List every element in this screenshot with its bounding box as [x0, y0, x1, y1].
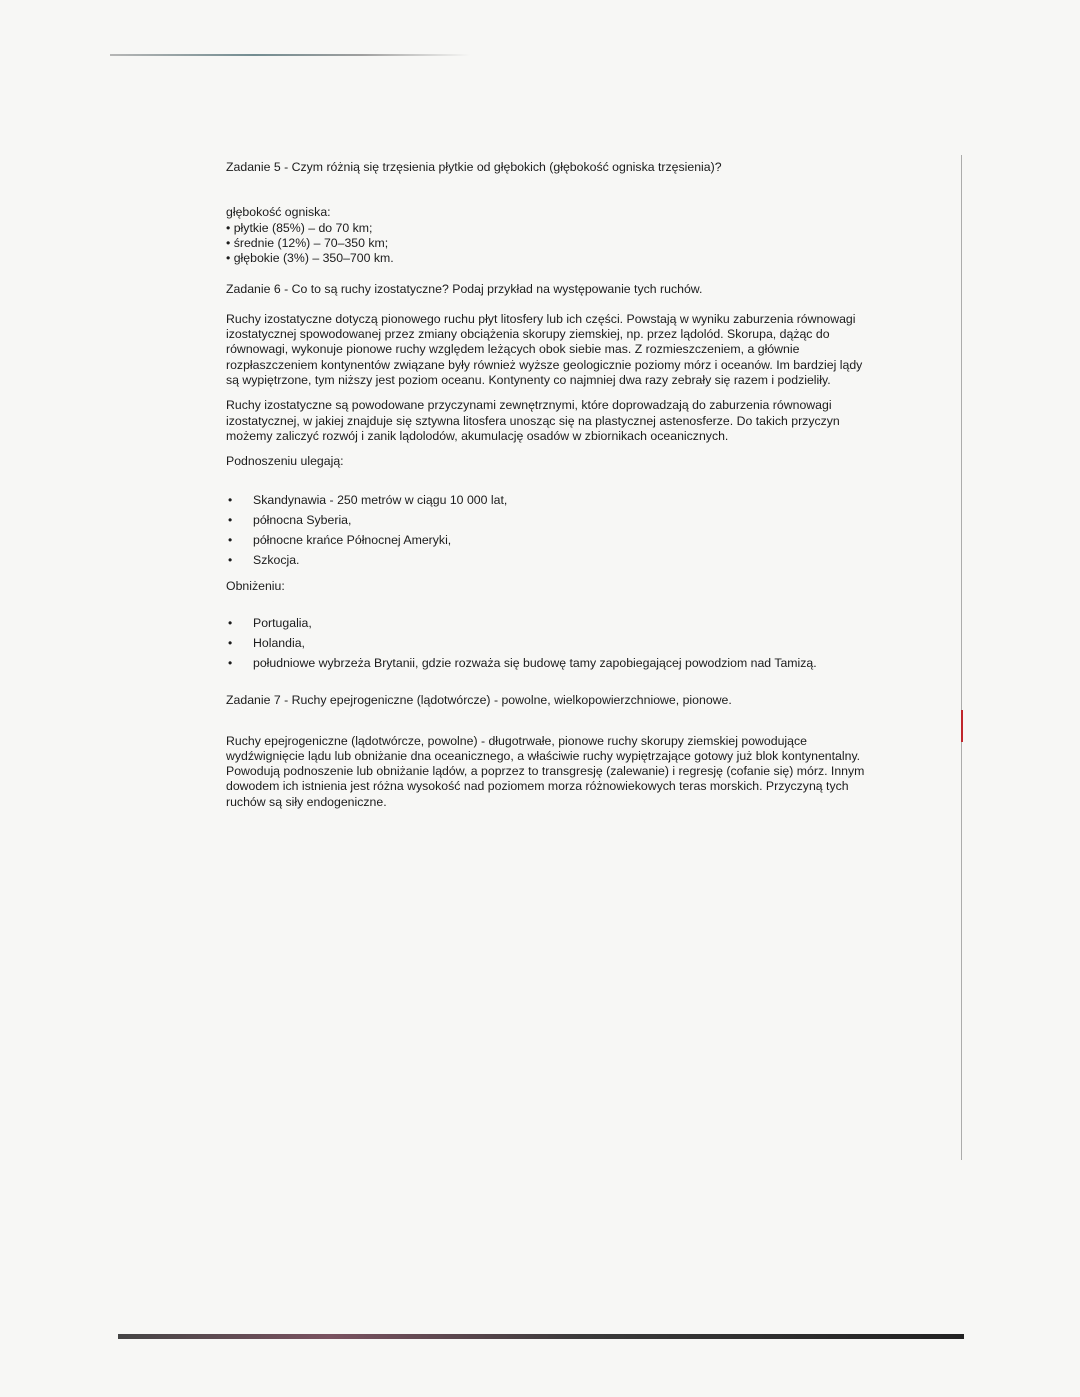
depth-item: • średnie (12%) – 70–350 km; [226, 235, 389, 250]
zadanie-6-title: Zadanie 6 - Co to są ruchy izostatyczne? Podaj przykład na występowanie tych ruchów. [226, 282, 703, 297]
depth-item: • głębokie (3%) – 350–700 km. [226, 251, 394, 266]
depth-label: głębokość ogniska: [226, 205, 331, 220]
subsidence-label: Obniżeniu: [226, 578, 285, 593]
zadanie-7-title: Zadanie 7 - Ruchy epejrogeniczne (lądotwórcze) - powolne, wielkopowierzchniowe, pionowe. [226, 693, 732, 708]
scan-edge-bottom [118, 1334, 964, 1339]
uplift-list [226, 493, 876, 568]
scan-edge-top [110, 54, 470, 56]
depth-item: • płytkie (85%) – do 70 km; [226, 220, 373, 235]
scan-mark-red [961, 710, 963, 742]
zadanie-6-paragraph-1: Ruchy izostatyczne dotyczą pionowego ruchu płyt litosfery lub ich części. Powstają w wyniku zaburzenia równowagi izostatycznej spowodowanej przez zmiany obciążenia skorupy ziemskiej, np. przez lądolód. Skorupa, dążąc do równowagi, wykonuje pionowe ruchy względem leżących obok siebie mas. Z rozmieszczeniem, a głównie rozpłaszczeniem kontynentów związane były również wyższe geologicznie poziomy mórz i oceanów. Im bardziej lądy są wypiętrzone, tym niższy jest poziom oceanu. Kontynenty co najmniej dwa razy zebrały się razem i podzieliły. [226, 311, 863, 387]
bullet-icon: • [228, 616, 233, 630]
bullet-icon: • [228, 513, 233, 528]
list-item: • Portugalia, [228, 616, 312, 630]
list-item: • północna Syberia, [228, 513, 352, 528]
list-item: • Skandynawia - 250 metrów w ciągu 10 000 lat, [228, 493, 508, 508]
list-item: • Szkocja. [228, 553, 300, 568]
bullet-icon: • [228, 533, 233, 548]
list-item: • południowe wybrzeża Brytanii, gdzie rozważa się budowę tamy zapobiegającej powodziom nad Tamizą. [228, 655, 817, 670]
zadanie-7-paragraph: Ruchy epejrogeniczne (lądotwórcze, powolne) - długotrwałe, pionowe ruchy skorupy ziemskiej powodujące wydźwignięcie lądu lub obniżanie dna oceanicznego, a właściwie ruchy wypiętrzające gotowy już blok kontynentalny. Powodują podnoszenie lub obniżanie lądów, a poprzez to transgresję (zalewanie) i regresję (cofanie się) mórz. Innym dowodem ich istnienia jest różna wysokość nad poziomem morza różnowiekowych teras morskich. Przyczyną tych ruchów są siły endogeniczne. [226, 733, 865, 809]
bullet-icon: • [228, 493, 233, 508]
bullet-icon: • [228, 655, 233, 670]
uplift-label: Podnoszeniu ulegają: [226, 454, 344, 469]
scan-edge-right [961, 155, 962, 1160]
subsidence-list [226, 616, 876, 671]
list-item: • północne krańce Północnej Ameryki, [228, 533, 452, 548]
bullet-icon: • [228, 635, 233, 650]
zadanie-6-paragraph-2: Ruchy izostatyczne są powodowane przyczynami zewnętrznymi, które doprowadzają do zaburzenia równowagi izostatycznej, w jakiej znajduje się sztywna litosfera unosząc się na plastycznej astenosferze. Do takich przyczyn możemy zaliczyć rozwój i zanik lądolodów, akumulację osadów w zbiornikach oceanicznych. [226, 398, 840, 443]
list-item: • Holandia, [228, 635, 305, 650]
depth-list [226, 205, 876, 266]
document-page [226, 160, 876, 820]
zadanie-5-title: Zadanie 5 - Czym różnią się trzęsienia płytkie od głębokich (głębokość ogniska trzęsienia)? [226, 160, 722, 174]
bullet-icon: • [228, 553, 233, 568]
